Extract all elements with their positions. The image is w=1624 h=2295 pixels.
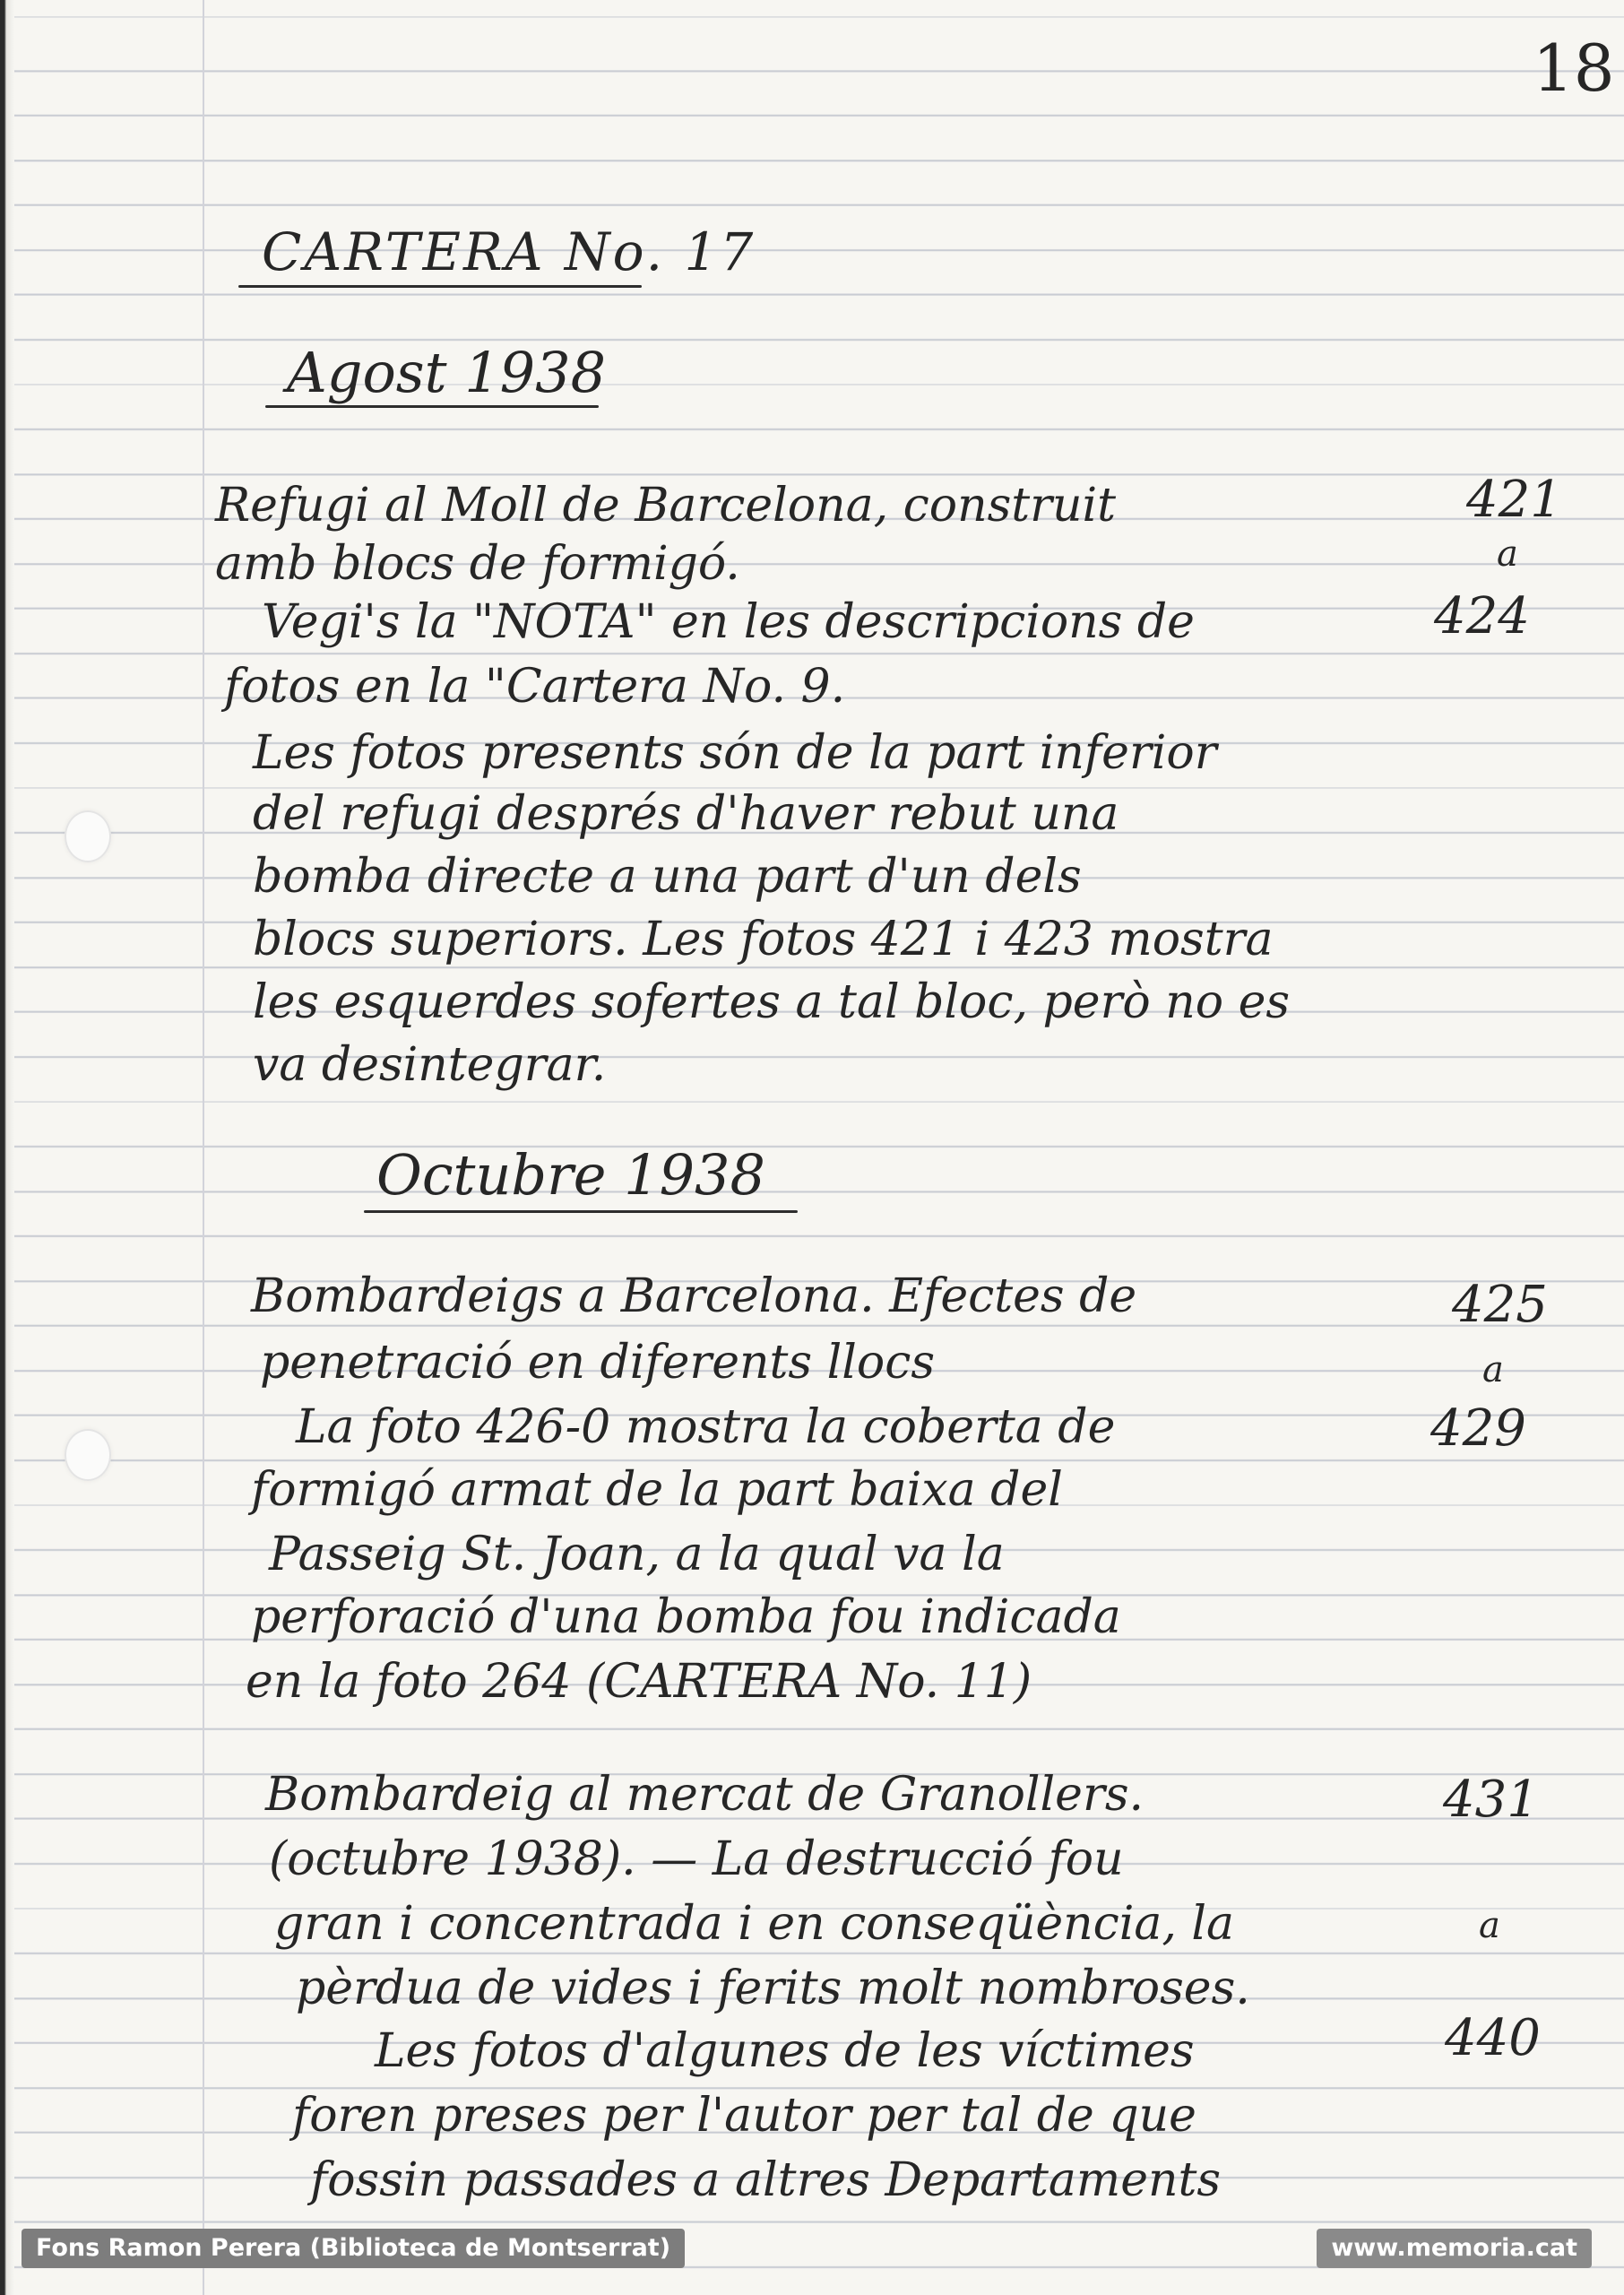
page-number: 18 (1533, 30, 1615, 106)
entry-line: Vegi's la "NOTA" en les descripcions de (262, 595, 1195, 649)
entry-line: del refugi després d'haver rebut una (253, 787, 1119, 841)
photo-ref-to: 440 (1445, 2009, 1541, 2067)
punch-hole (65, 1429, 111, 1481)
entry-line: foren preses per l'autor per tal de que (292, 2089, 1196, 2143)
entry-line: perforació d'una bomba fou indicada (251, 1590, 1121, 1644)
entry-line: en la foto 264 (CARTERA No. 11) (246, 1655, 1032, 1709)
entry-line: (octubre 1938). — La destrucció fou (269, 1832, 1124, 1886)
entry-line: penetració en diferents llocs (260, 1336, 936, 1390)
entry-line: va desintegrar. (253, 1038, 607, 1092)
entry-line: fossin passades a altres Departaments (310, 2153, 1222, 2207)
photo-ref-to-word: a (1479, 1905, 1500, 1946)
punch-hole (65, 810, 111, 862)
photo-ref-from: 421 (1466, 471, 1562, 529)
photo-ref-from: 425 (1452, 1276, 1548, 1334)
entry-line: bomba directe a una part d'un dels (253, 850, 1082, 904)
photo-ref-to: 429 (1430, 1399, 1526, 1458)
date-underline (364, 1210, 798, 1213)
entry-line: fotos en la "Cartera No. 9. (224, 660, 846, 714)
photo-ref-to-word: a (1482, 1349, 1504, 1390)
entry-line: Refugi al Moll de Barcelona, construit (215, 479, 1117, 533)
page-title: CARTERA No. 17 (262, 221, 756, 282)
photo-ref-to-word: a (1497, 533, 1518, 575)
entry-line: Bombardeigs a Barcelona. Efectes de (251, 1269, 1137, 1323)
entry-line: La foto 426-0 mostra la coberta de (296, 1400, 1116, 1454)
entry-line: pèrdua de vides i ferits molt nombroses. (296, 1962, 1250, 2015)
entry-line: formigó armat de la part baixa del (251, 1463, 1063, 1517)
date-underline (265, 405, 599, 408)
entry-line: Les fotos d'algunes de les víctimes (375, 2024, 1195, 2078)
section-date-octubre: Octubre 1938 (376, 1142, 765, 1208)
entry-line: gran i concentrada i en conseqüència, la (274, 1897, 1235, 1951)
entry-line: amb blocs de formigó. (215, 537, 740, 591)
entry-line: blocs superiors. Les fotos 421 i 423 mostra (253, 913, 1274, 966)
entry-line: les esquerdes sofertes a tal bloc, però no es (253, 975, 1291, 1029)
entry-line: Bombardeig al mercat de Granollers. (265, 1768, 1145, 1822)
margin-line (203, 0, 204, 2295)
page-binding-edge (0, 0, 14, 2295)
section-date-agost: Agost 1938 (287, 340, 607, 405)
photo-ref-to: 424 (1434, 587, 1530, 645)
title-underline (238, 285, 642, 288)
website-link-badge[interactable]: www.memoria.cat (1317, 2229, 1592, 2268)
photo-ref-from: 431 (1443, 1771, 1539, 1829)
source-credit-badge: Fons Ramon Perera (Biblioteca de Montserrat) (22, 2229, 685, 2268)
entry-line: Passeig St. Joan, a la qual va la (269, 1528, 1005, 1581)
entry-line: Les fotos presents són de la part inferior (253, 726, 1217, 780)
